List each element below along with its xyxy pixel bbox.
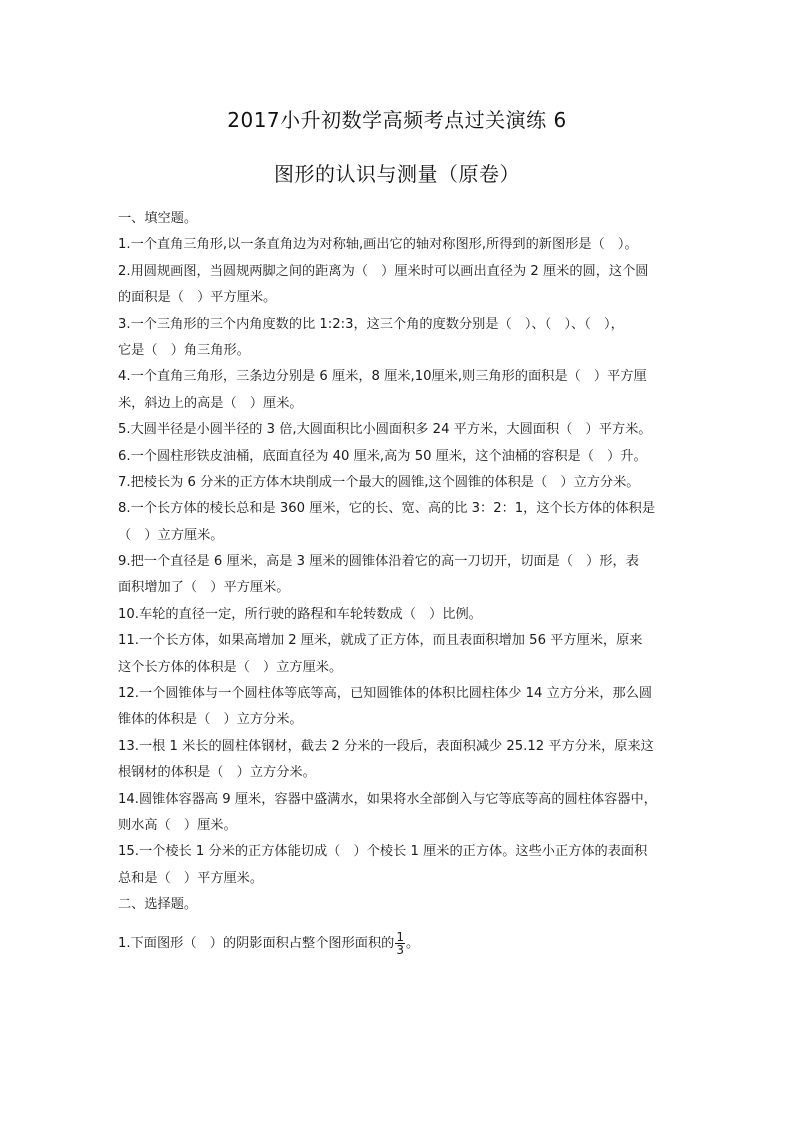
question-line: 7.把棱长为 6 分米的正方体木块削成一个最大的圆锥,这个圆锥的体积是（ ）立方分米。: [118, 474, 640, 490]
fill-in-questions: [118, 232, 678, 892]
question-line: 米，斜边上的高是（ ）厘米。: [118, 395, 303, 411]
choice-question-1: [118, 931, 678, 957]
question-line: 4.一个直角三角形，三条边分别是 6 厘米，8 厘米,10厘米,则三角形的面积是（ ）平方厘: [118, 369, 647, 385]
fraction-numerator: 1: [396, 930, 404, 945]
question-line: 14.圆锥体容器高 9 厘米，容器中盛满水，如果将水全部倒入与它等底等高的圆柱体容器中，: [118, 791, 657, 807]
question-line: 10.车轮的直径一定，所行驶的路程和车轮转数成（ ）比例。: [118, 606, 482, 622]
document-body: [118, 206, 678, 957]
page-subtitle: 图形的认识与测量（原卷）: [274, 162, 520, 186]
question-line: 1.一个直角三角形,以一条直角边为对称轴,画出它的轴对称图形,所得到的新图形是（ ）。: [118, 237, 638, 253]
question-line: 15.一个棱长 1 分米的正方体能切成（ ）个棱长 1 厘米的正方体。这些小正方体的表面积: [118, 844, 648, 860]
fraction-denominator: 3: [396, 943, 404, 958]
question-line: 2.用圆规画图，当圆规两脚之间的距离为（ ）厘米时可以画出直径为 2 厘米的圆，这个圆: [118, 263, 649, 279]
question-line: 6.一个圆柱形铁皮油桶，底面直径为 40 厘米,高为 50 厘米，这个油桶的容积是（ ）升。: [118, 448, 647, 464]
question-line: 13.一根 1 米长的圆柱体钢材，截去 2 分米的一段后，表面积减少 25.12 平方分米，原来这: [118, 738, 654, 754]
question-line: 锥体的体积是（ ）立方分米。: [118, 712, 303, 728]
question-line: 3.一个三角形的三个内角度数的比 1:2:3，这三个角的度数分别是（ ）、（ ）、（ ），: [118, 316, 624, 332]
question-line: 根钢材的体积是（ ）立方分米。: [118, 765, 316, 781]
question-line: （ ）立方厘米。: [118, 527, 224, 543]
section-heading-fill-in: 一、填空题。: [118, 211, 198, 226]
question-line: 12.一个圆锥体与一个圆柱体等底等高，已知圆锥体的体积比圆柱体少 14 立方分米，那么圆: [118, 686, 653, 702]
question-line: 面积增加了（ ）平方厘米。: [118, 580, 290, 596]
fraction: [395, 931, 405, 956]
question-line: 9.把一个直径是 6 厘米，高是 3 厘米的圆锥体沿着它的高一刀切开，切面是（ ）形，表: [118, 554, 639, 570]
question-end: 。: [405, 935, 420, 951]
question-line: 5.大圆半径是小圆半径的 3 倍,大圆面积比小圆面积多 24 平方米，大圆面积（ ）平方米。: [118, 422, 652, 438]
question-line: 它是（ ）角三角形。: [118, 342, 250, 358]
question-line: 11.一个长方体，如果高增加 2 厘米，就成了正方体，而且表面积增加 56 平方厘米，原来: [118, 633, 643, 649]
question-text: 1.下面图形（ ）的阴影面积占整个图形面积的: [118, 935, 395, 951]
question-line: 总和是（ ）平方厘米。: [118, 870, 264, 886]
question-line: 8.一个长方体的棱长总和是 360 厘米，它的长、宽、高的比 3：2：1，这个长方体的体积是: [118, 501, 656, 517]
section-heading-choice: 二、选择题。: [118, 897, 198, 913]
page-title: 2017小升初数学高频考点过关演练 6: [227, 108, 567, 132]
question-line: 的面积是（ ）平方厘米。: [118, 290, 277, 306]
question-line: 这个长方体的体积是（ ）立方厘米。: [118, 659, 343, 675]
question-line: 则水高（ ）厘米。: [118, 817, 237, 833]
